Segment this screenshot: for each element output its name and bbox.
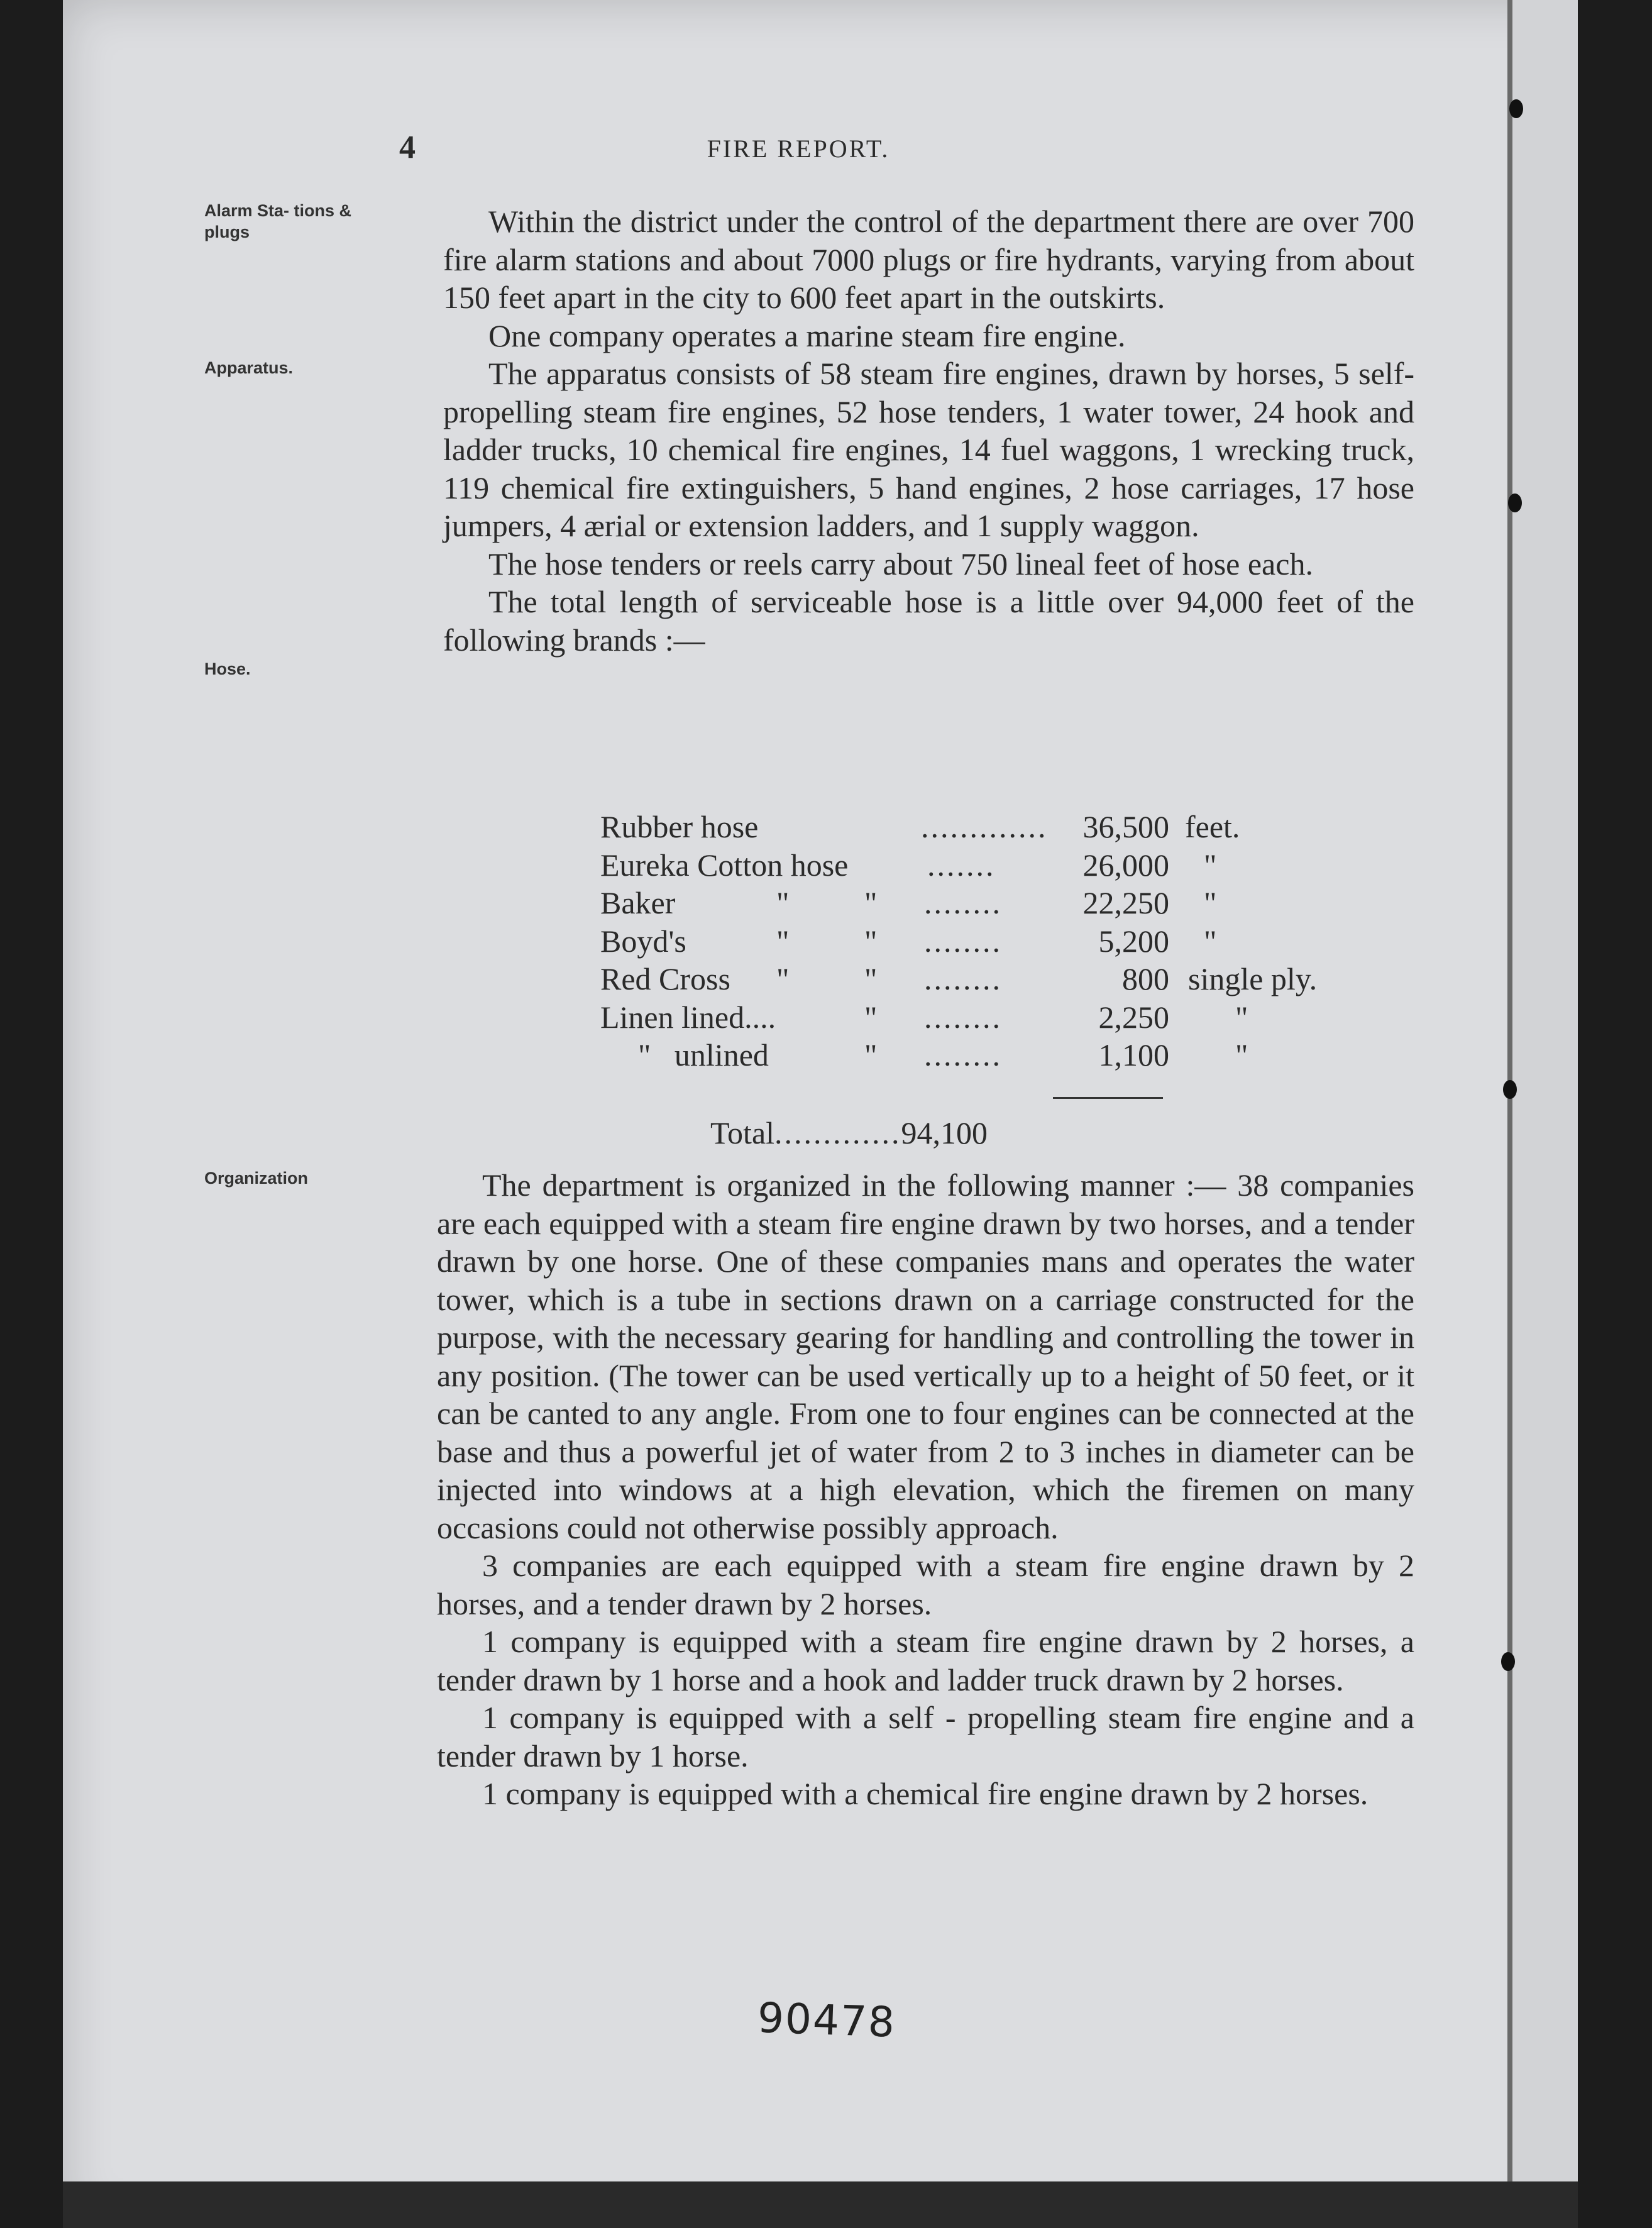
paragraph-organization: The department is organized in the following manner :— 38 companies are each equipped with a steam fire engine drawn by two horses, and a tender drawn by one horse. One of these companies mans and operates the water tower, which is a tube in sections drawn on a carriage constructed for the purpose, with the necessary gearing for handling and controlling the tower in any position. (The tower can be used vertically up to a height of 50 feet, or it can be canted to any angle. From one to four engines can be connected at the base and thus a powerful jet of water from 2 to 3 inches in diameter can be injected into windows at a high elevation, which the firemen on many occasions could not otherwise possibly approach. [437, 1167, 1414, 1545]
hose-unit: single ply. [1188, 961, 1318, 996]
hose-unit: feet. [1185, 809, 1240, 844]
leader-dots: ....... [927, 847, 996, 883]
hose-amount: 2,250 [1098, 999, 1169, 1035]
paragraph-company-chemical: 1 company is equipped with a chemical fire engine drawn by 2 horses. [482, 1776, 1368, 1811]
ditto-mark: " [864, 961, 878, 996]
leader-dots: ........ [924, 1037, 1002, 1073]
margin-note-organization: Organization [204, 1169, 309, 1188]
total-rule [1053, 1097, 1163, 1099]
leader-dots: ........ [924, 923, 1002, 959]
leader-dots: ............. [921, 809, 1048, 844]
hose-unit: " [1204, 885, 1217, 920]
hose-unit: " [1204, 847, 1217, 883]
page-number: 4 [399, 130, 416, 165]
ditto-mark: " [864, 885, 878, 920]
ditto-mark: " [864, 923, 878, 959]
ditto-mark: " [776, 885, 790, 920]
hose-brand: Baker [600, 885, 676, 920]
binding-hole [1508, 494, 1522, 512]
binding-hole [1501, 1652, 1515, 1671]
hose-brand: Red Cross [600, 961, 730, 996]
ditto-mark: " [864, 1037, 878, 1073]
paragraph-marine-engine: One company operates a marine steam fire engine. [488, 317, 1126, 353]
paragraph-hose-total: The total length of serviceable hose is a little over 94,000 feet of the following brands :— [443, 584, 1414, 658]
hose-amount: 36,500 [1082, 809, 1169, 844]
hose-amount: 26,000 [1082, 847, 1169, 883]
body-section-organization [437, 1166, 1414, 1813]
scan-bottom-edge [63, 2181, 1578, 2228]
total-label: Total [710, 1115, 775, 1150]
hose-unit: " [1204, 923, 1217, 959]
hose-total-row [710, 1114, 988, 1152]
leader-dots: ........ [924, 999, 1002, 1035]
hose-amount: 1,100 [1098, 1037, 1169, 1073]
leader-dots: ............. [774, 1115, 901, 1150]
leader-dots: ........ [924, 885, 1002, 920]
paragraph-alarm-stations: Within the district under the control of the department there are over 700 fire alarm stations and about 7000 plugs or fire hydrants, varying from about 150 feet apart in the city to 600 feet apart in the outskirts. [443, 204, 1414, 315]
binding-hole [1509, 99, 1523, 118]
ditto-mark: " [776, 961, 790, 996]
margin-note-alarm-stations: Alarm Sta- tions & plugs [204, 201, 352, 241]
hose-brand: Linen lined.... [600, 999, 776, 1035]
page-header [63, 129, 1578, 167]
hose-amount: 5,200 [1098, 923, 1169, 959]
paragraph-company-self-propelling: 1 company is equipped with a self - propelling steam fire engine and a tender drawn by 1 horse. [437, 1700, 1414, 1773]
handwritten-number: 90478 [756, 1994, 897, 2047]
binding-hole [1503, 1080, 1517, 1099]
body-section-top [443, 202, 1414, 659]
hose-unit: " [1235, 1037, 1248, 1073]
total-amount: 94,100 [901, 1115, 988, 1150]
hose-brand: " unlined [638, 1037, 769, 1073]
facing-page-edge [1512, 0, 1578, 2228]
document-page [63, 0, 1578, 2228]
hose-amount: 800 [1122, 961, 1169, 996]
paragraph-three-companies: 3 companies are each equipped with a steam fire engine drawn by 2 horses, and a tender drawn by 2 horses. [437, 1548, 1414, 1621]
hose-amount: 22,250 [1082, 885, 1169, 920]
ditto-mark: " [776, 923, 790, 959]
hose-brand: Eureka Cotton hose [600, 847, 849, 883]
hose-brand: Boyd's [600, 923, 686, 959]
page-fold-line [1507, 0, 1512, 2228]
hose-unit: " [1235, 999, 1248, 1035]
margin-note-apparatus: Apparatus. [204, 358, 294, 377]
hose-brand: Rubber hose [600, 809, 759, 844]
margin-note-hose: Hose. [204, 659, 251, 678]
paragraph-hose-tenders: The hose tenders or reels carry about 750 lineal feet of hose each. [488, 546, 1313, 582]
ditto-mark: " [864, 999, 878, 1035]
leader-dots: ........ [924, 961, 1002, 996]
paragraph-company-hook-ladder: 1 company is equipped with a steam fire engine drawn by 2 horses, a tender drawn by 1 horse and a hook and ladder truck drawn by 2 horses. [437, 1624, 1414, 1697]
running-title: FIRE REPORT. [707, 135, 890, 163]
paragraph-apparatus: The apparatus consists of 58 steam fire engines, drawn by horses, 5 self-propelling steam fire engines, 52 hose tenders, 1 water tower, 24 hook and ladder trucks, 10 chemical fire engines, 14 fuel waggons, 1 wrecking truck, 119 chemical fire extinguishers, 5 hand engines, 2 hose carriages, 17 hose jumpers, 4 ærial or extension ladders, and 1 supply waggon. [443, 356, 1414, 543]
